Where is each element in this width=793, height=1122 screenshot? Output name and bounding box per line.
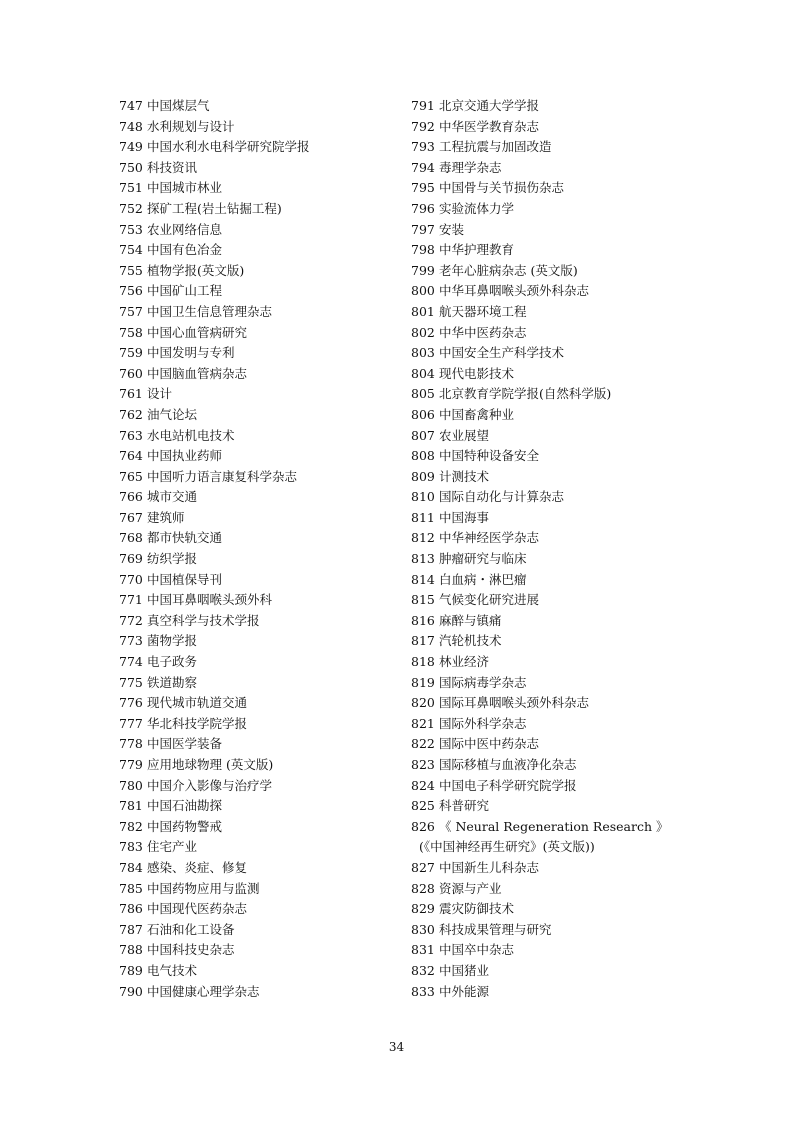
entry-number: 787 <box>119 921 143 937</box>
entry-number: 750 <box>119 159 143 175</box>
entry-title: 华北科技学院学报 <box>147 715 248 731</box>
entry-number: 762 <box>119 406 143 422</box>
entry-title: 真空科学与技术学报 <box>147 612 260 628</box>
journal-entry <box>119 384 399 405</box>
entry-number: 769 <box>119 551 143 567</box>
journal-entry <box>119 920 399 941</box>
journal-entry <box>119 508 399 529</box>
entry-number: 757 <box>119 303 143 319</box>
entry-number: 821 <box>411 715 435 731</box>
entry-title: 应用地球物理 (英文版) <box>147 757 274 772</box>
journal-entry <box>411 467 711 488</box>
entry-title: 电气技术 <box>147 962 198 978</box>
journal-entry <box>411 817 711 838</box>
journal-entry <box>119 487 399 508</box>
entry-title: 计测技术 <box>439 468 490 484</box>
entry-title: 都市快轨交通 <box>147 530 223 546</box>
entry-title: 感染、炎症、修复 <box>147 859 248 875</box>
entry-title: 国际耳鼻咽喉头颈外科杂志 <box>439 695 590 711</box>
journal-entry <box>119 755 399 776</box>
entry-number: 788 <box>119 942 143 958</box>
journal-entry <box>411 982 711 1003</box>
entry-title: 植物学报(英文版) <box>147 262 245 278</box>
entry-title: 林业经济 <box>439 654 490 670</box>
entry-title: 《 Neural Regeneration Research 》 <box>439 818 669 834</box>
entry-title: 中华中医药杂志 <box>439 324 527 340</box>
entry-number: 826 <box>411 818 435 834</box>
journal-entry <box>119 96 399 117</box>
entry-number: 779 <box>119 757 143 772</box>
entry-number: 807 <box>411 427 435 443</box>
entry-title: 中国特种设备安全 <box>439 448 540 464</box>
journal-entry <box>411 178 711 199</box>
entry-number: 749 <box>119 139 143 155</box>
journal-entry <box>119 631 399 652</box>
entry-title: 中国植保导刊 <box>147 571 223 587</box>
entry-title: 中国城市林业 <box>147 180 223 196</box>
journal-entry <box>411 384 711 405</box>
entry-number: 753 <box>119 221 143 237</box>
journal-entry <box>119 982 399 1003</box>
entry-number: 768 <box>119 530 143 546</box>
entry-number: 802 <box>411 324 435 340</box>
entry-number: 800 <box>411 283 435 299</box>
journal-entry <box>411 714 711 735</box>
entry-title: 油气论坛 <box>147 406 198 422</box>
journal-entry <box>411 487 711 508</box>
journal-entry <box>119 796 399 817</box>
entry-title: 北京交通大学学报 <box>439 98 540 113</box>
entry-number: 759 <box>119 345 143 361</box>
entry-number: 771 <box>119 592 143 608</box>
entry-title: 中国新生儿科杂志 <box>439 859 540 875</box>
entry-number: 752 <box>119 200 143 216</box>
journal-entry <box>411 673 711 694</box>
entry-number: 796 <box>411 200 435 216</box>
journal-entry <box>119 137 399 158</box>
entry-number: 811 <box>411 509 435 525</box>
entry-title: 中国石油勘探 <box>147 798 223 814</box>
entry-title: 水利规划与设计 <box>147 118 235 134</box>
entry-number: 810 <box>411 489 435 505</box>
journal-entry <box>411 899 711 920</box>
journal-entry <box>411 405 711 426</box>
journal-entry <box>411 426 711 447</box>
journal-entry <box>119 199 399 220</box>
entry-title: 中国电子科学研究院学报 <box>439 777 577 793</box>
entry-number: 822 <box>411 736 435 752</box>
entry-number: 772 <box>119 612 143 628</box>
entry-number: 829 <box>411 901 435 917</box>
entry-title: 农业展望 <box>439 427 490 443</box>
journal-entry <box>411 343 711 364</box>
entry-number: 812 <box>411 530 435 546</box>
entry-number: 766 <box>119 489 143 505</box>
entry-title: 中国卒中杂志 <box>439 942 515 958</box>
journal-entry <box>119 652 399 673</box>
entry-title: 住宅产业 <box>147 839 198 855</box>
entry-number: 801 <box>411 303 435 319</box>
entry-title: 中国药物警戒 <box>147 818 223 834</box>
entry-number: 751 <box>119 180 143 196</box>
entry-title: 建筑师 <box>147 509 185 525</box>
entry-number: 830 <box>411 921 435 937</box>
entry-number: 780 <box>119 777 143 793</box>
entry-number: 782 <box>119 818 143 834</box>
entry-title: 石油和化工设备 <box>147 921 235 937</box>
entry-title: 中国脑血管病杂志 <box>147 365 248 381</box>
journal-entry <box>119 446 399 467</box>
entry-title: 电子政务 <box>147 654 198 670</box>
journal-entry <box>119 405 399 426</box>
journal-list-left-column <box>119 96 399 1002</box>
journal-entry <box>411 940 711 961</box>
entry-number: 815 <box>411 592 435 608</box>
entry-number: 763 <box>119 427 143 443</box>
journal-entry <box>119 364 399 385</box>
entry-title: 安装 <box>439 221 465 237</box>
journal-entry <box>119 940 399 961</box>
entry-title: 水电站机电技术 <box>147 427 235 443</box>
entry-number: 833 <box>411 983 435 999</box>
journal-entry <box>119 858 399 879</box>
entry-number: 781 <box>119 798 143 814</box>
entry-number: 778 <box>119 736 143 752</box>
entry-title: 毒理学杂志 <box>439 159 502 175</box>
entry-number: 818 <box>411 654 435 670</box>
journal-entry <box>119 570 399 591</box>
entry-title: 中国听力语言康复科学杂志 <box>147 468 298 484</box>
entry-title: 农业网络信息 <box>147 221 223 237</box>
entry-title: 麻醉与镇痛 <box>439 612 502 628</box>
entry-number: 764 <box>119 448 143 464</box>
entry-title: 老年心脏病杂志 (英文版) <box>439 262 578 278</box>
entry-number: 776 <box>119 695 143 711</box>
journal-entry <box>119 158 399 179</box>
journal-entry <box>119 467 399 488</box>
entry-title: 中国畜禽种业 <box>439 406 515 422</box>
entry-number: 824 <box>411 777 435 793</box>
entry-title: 国际中医中药杂志 <box>439 736 540 752</box>
entry-title: 肿瘤研究与临床 <box>439 551 527 567</box>
entry-title: 中华医学教育杂志 <box>439 118 540 134</box>
journal-entry <box>411 323 711 344</box>
entry-title: 纺织学报 <box>147 551 198 567</box>
journal-entry <box>119 734 399 755</box>
entry-title: 中华耳鼻咽喉头颈外科杂志 <box>439 283 590 299</box>
journal-entry <box>119 899 399 920</box>
entry-title: 中国执业药师 <box>147 448 223 464</box>
entry-number: 747 <box>119 98 143 113</box>
journal-entry <box>411 137 711 158</box>
journal-entry <box>411 364 711 385</box>
entry-title: 科技成果管理与研究 <box>439 921 552 937</box>
entry-title: 中国发明与专利 <box>147 345 235 361</box>
entry-number: 804 <box>411 365 435 381</box>
entry-number: 797 <box>411 221 435 237</box>
entry-number: 770 <box>119 571 143 587</box>
journal-entry <box>411 446 711 467</box>
entry-title: 国际自动化与计算杂志 <box>439 489 565 505</box>
entry-title: 中国安全生产科学技术 <box>439 345 565 361</box>
journal-entry <box>411 96 711 117</box>
entry-number: 808 <box>411 448 435 464</box>
journal-entry <box>411 796 711 817</box>
journal-entry <box>119 611 399 632</box>
entry-title: 国际外科学杂志 <box>439 715 527 731</box>
entry-title: 中国心血管病研究 <box>147 324 248 340</box>
entry-number: 755 <box>119 262 143 278</box>
entry-title: 中国海事 <box>439 509 490 525</box>
entry-title: 工程抗震与加固改造 <box>439 139 552 155</box>
journal-entry <box>119 549 399 570</box>
entry-number: 756 <box>119 283 143 299</box>
journal-entry <box>411 693 711 714</box>
entry-title: 中国科技史杂志 <box>147 942 235 958</box>
page-number: 34 <box>388 1040 405 1054</box>
entry-number: 803 <box>411 345 435 361</box>
entry-title: 城市交通 <box>147 489 198 505</box>
journal-entry <box>411 611 711 632</box>
entry-number: 784 <box>119 859 143 875</box>
journal-entry <box>411 199 711 220</box>
journal-entry <box>119 817 399 838</box>
entry-title: 科技资讯 <box>147 159 198 175</box>
entry-title: 气候变化研究进展 <box>439 592 540 608</box>
journal-entry <box>411 734 711 755</box>
entry-number: 795 <box>411 180 435 196</box>
entry-number: 794 <box>411 159 435 175</box>
entry-number: 773 <box>119 633 143 649</box>
entry-title: 中国药物应用与监测 <box>147 880 260 896</box>
entry-number: 792 <box>411 118 435 134</box>
entry-number: 816 <box>411 612 435 628</box>
entry-title: 中国卫生信息管理杂志 <box>147 303 273 319</box>
entry-number: 767 <box>119 509 143 525</box>
entry-title: 中国有色冶金 <box>147 242 223 258</box>
entry-number: 820 <box>411 695 435 711</box>
entry-number: 805 <box>411 386 435 402</box>
journal-entry <box>411 755 711 776</box>
entry-number: 775 <box>119 674 143 690</box>
entry-title: 现代城市轨道交通 <box>147 695 248 711</box>
entry-title: 中国健康心理学杂志 <box>147 983 260 999</box>
entry-title: 中国水利水电科学研究院学报 <box>147 139 310 155</box>
entry-number: 817 <box>411 633 435 649</box>
entry-title: 菌物学报 <box>147 633 198 649</box>
entry-title: (《中国神经再生研究》(英文版)) <box>419 839 595 855</box>
journal-entry <box>411 281 711 302</box>
journal-entry <box>411 570 711 591</box>
entry-title: 汽轮机技术 <box>439 633 502 649</box>
entry-title: 国际移植与血液净化杂志 <box>439 757 577 772</box>
journal-entry <box>119 261 399 282</box>
entry-number: 809 <box>411 468 435 484</box>
entry-number: 827 <box>411 859 435 875</box>
entry-title: 中国耳鼻咽喉头颈外科 <box>147 592 273 608</box>
entry-number: 758 <box>119 324 143 340</box>
entry-number: 791 <box>411 98 435 113</box>
entry-number: 789 <box>119 962 143 978</box>
journal-entry <box>119 281 399 302</box>
entry-number: 786 <box>119 901 143 917</box>
journal-entry <box>411 528 711 549</box>
journal-list-right-column <box>411 96 711 1002</box>
journal-entry <box>119 220 399 241</box>
journal-entry <box>119 302 399 323</box>
entry-title: 实验流体力学 <box>439 200 515 216</box>
journal-entry <box>411 158 711 179</box>
journal-entry <box>411 879 711 900</box>
journal-entry <box>119 323 399 344</box>
entry-title: 设计 <box>147 386 173 402</box>
entry-title: 现代电影技术 <box>439 365 515 381</box>
journal-entry <box>411 261 711 282</box>
journal-entry <box>119 776 399 797</box>
journal-entry <box>411 508 711 529</box>
journal-entry <box>411 837 711 858</box>
journal-entry <box>119 343 399 364</box>
journal-entry <box>119 590 399 611</box>
entry-title: 中国现代医药杂志 <box>147 901 248 917</box>
journal-entry <box>119 693 399 714</box>
journal-entry <box>411 858 711 879</box>
entry-number: 748 <box>119 118 143 134</box>
entry-number: 825 <box>411 798 435 814</box>
entry-title: 中国猪业 <box>439 962 490 978</box>
entry-title: 中华神经医学杂志 <box>439 530 540 546</box>
entry-title: 中国矿山工程 <box>147 283 223 299</box>
entry-title: 北京教育学院学报(自然科学版) <box>439 386 612 402</box>
entry-title: 中外能源 <box>439 983 490 999</box>
journal-entry <box>119 837 399 858</box>
journal-entry <box>119 714 399 735</box>
journal-entry <box>119 961 399 982</box>
entry-number: 765 <box>119 468 143 484</box>
journal-entry <box>411 117 711 138</box>
entry-number: 761 <box>119 386 143 402</box>
journal-entry <box>119 178 399 199</box>
journal-entry <box>411 220 711 241</box>
journal-entry <box>411 549 711 570</box>
entry-title: 探矿工程(岩土钻掘工程) <box>147 200 282 216</box>
entry-title: 白血病・淋巴瘤 <box>439 571 527 587</box>
journal-entry <box>411 961 711 982</box>
journal-entry <box>411 240 711 261</box>
journal-entry <box>119 426 399 447</box>
journal-entry <box>411 631 711 652</box>
journal-entry <box>119 673 399 694</box>
entry-title: 国际病毒学杂志 <box>439 674 527 690</box>
entry-title: 铁道勘察 <box>147 674 198 690</box>
journal-entry <box>119 117 399 138</box>
entry-number: 754 <box>119 242 143 258</box>
entry-number: 785 <box>119 880 143 896</box>
journal-entry <box>411 776 711 797</box>
entry-number: 813 <box>411 551 435 567</box>
journal-entry <box>411 652 711 673</box>
entry-number: 828 <box>411 880 435 896</box>
journal-entry <box>119 240 399 261</box>
entry-number: 793 <box>411 139 435 155</box>
journal-entry <box>119 879 399 900</box>
entry-number: 790 <box>119 983 143 999</box>
journal-entry <box>119 528 399 549</box>
entry-title: 航天器环境工程 <box>439 303 527 319</box>
entry-title: 科普研究 <box>439 798 490 814</box>
entry-title: 中国医学装备 <box>147 736 223 752</box>
entry-number: 799 <box>411 262 435 278</box>
entry-title: 中华护理教育 <box>439 242 515 258</box>
journal-entry <box>411 920 711 941</box>
entry-number: 798 <box>411 242 435 258</box>
entry-title: 资源与产业 <box>439 880 502 896</box>
entry-number: 806 <box>411 406 435 422</box>
entry-number: 777 <box>119 715 143 731</box>
entry-title: 中国骨与关节损伤杂志 <box>439 180 565 196</box>
entry-number: 819 <box>411 674 435 690</box>
entry-number: 823 <box>411 757 435 772</box>
entry-number: 783 <box>119 839 143 855</box>
entry-title: 震灾防御技术 <box>439 901 515 917</box>
entry-number: 832 <box>411 962 435 978</box>
entry-number: 774 <box>119 654 143 670</box>
journal-entry <box>411 302 711 323</box>
entry-number: 831 <box>411 942 435 958</box>
entry-number: 760 <box>119 365 143 381</box>
entry-number: 814 <box>411 571 435 587</box>
journal-entry <box>411 590 711 611</box>
entry-title: 中国介入影像与治疗学 <box>147 777 273 793</box>
entry-title: 中国煤层气 <box>147 98 210 113</box>
